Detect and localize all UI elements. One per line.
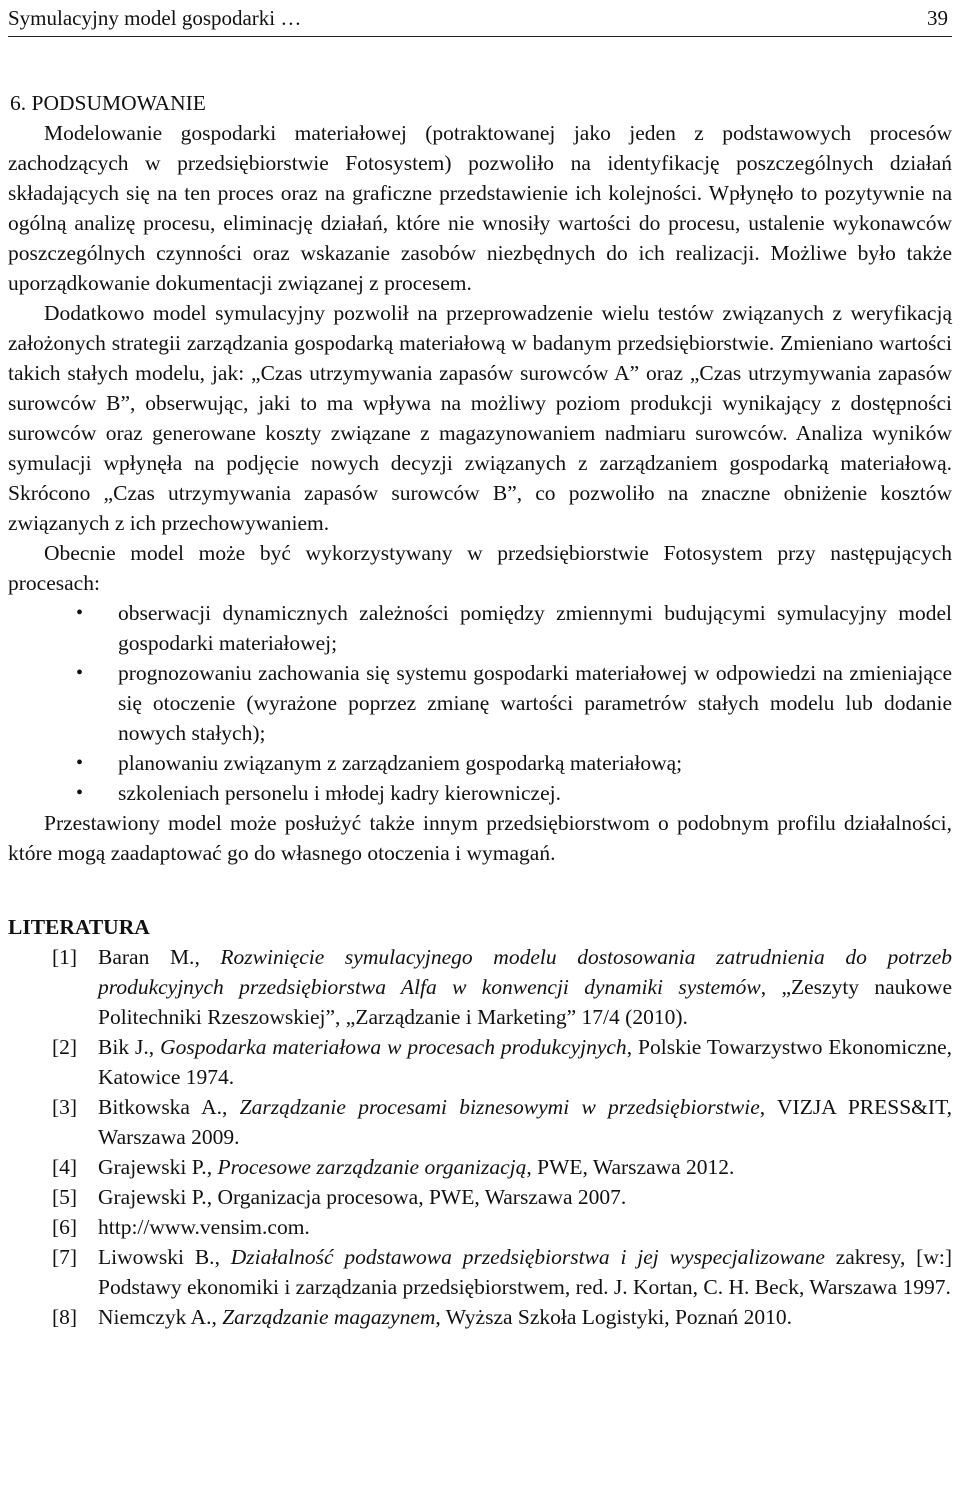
reference-details: zakresy, [w:] Podstawy ekonomiki i zarządzania przedsiębiorstwem, red. J. Kortan, C. H. Beck, Warszawa 1997. (98, 1245, 953, 1299)
reference-item (8, 1242, 952, 1302)
reference-title: Zarządzanie magazynem (222, 1305, 436, 1329)
reference-author: Niemczyk A. (98, 1305, 212, 1329)
bullet-text: szkoleniach personelu i młodej kadry kierowniczej. (118, 781, 561, 805)
bullet-text: obserwacji dynamicznych zależności pomiędzy zmiennymi budującymi symulacyjny model gospodarki materiałowej; (118, 601, 952, 655)
reference-number: [6] (52, 1215, 78, 1239)
reference-item (8, 1092, 952, 1152)
bullet-text: prognozowaniu zachowania się systemu gospodarki materiałowej w odpowiedzi na zmieniające się otoczenie (wyrażone poprzez zmianę wartości parametrów stałych modelu lub dodanie nowych stałych); (118, 661, 952, 745)
section-heading: 6. PODSUMOWANIE (10, 91, 206, 115)
reference-separator: , (206, 1185, 218, 1209)
bullet-text: planowaniu związanym z zarządzaniem gospodarką materiałową; (118, 751, 683, 775)
reference-separator: , (221, 1095, 240, 1119)
bullet-icon: • (76, 602, 84, 624)
reference-item (8, 1212, 952, 1242)
reference-author: Bitkowska A. (98, 1095, 222, 1119)
reference-details: , PWE, Warszawa 2012. (526, 1155, 735, 1179)
paragraph: Obecnie model może być wykorzystywany w przedsiębiorstwie Fotosystem przy następujących procesach: (8, 541, 952, 595)
reference-author: Baran M. (98, 945, 195, 969)
reference-item (8, 1152, 952, 1182)
bullet-icon: • (76, 662, 84, 684)
bullet-list (8, 598, 952, 808)
reference-author: http://www.vensim.com. (98, 1215, 310, 1239)
reference-details: , Polskie Towarzystwo Ekonomiczne, Katowice 1974. (98, 1035, 953, 1089)
reference-number: [7] (52, 1245, 78, 1269)
reference-author: Bik J. (98, 1035, 149, 1059)
bullet-item (8, 658, 952, 748)
reference-details: , Wyższa Szkoła Logistyki, Poznań 2010. (435, 1305, 793, 1329)
running-title: Symulacyjny model gospodarki … (8, 6, 302, 30)
reference-number: [1] (52, 945, 78, 969)
reference-details: Organizacja procesowa, PWE, Warszawa 2007. (217, 1185, 627, 1209)
literature-heading: LITERATURA (8, 915, 150, 939)
reference-list (8, 942, 952, 1332)
reference-separator: , (194, 945, 221, 969)
reference-number: [4] (52, 1155, 78, 1179)
reference-title: Rozwinięcie symulacyjnego modelu dostosowania zatrudnienia do potrzeb produkcyjnych przedsiębiorstwa Alfa w konwencji dynamiki systemów (98, 945, 952, 999)
reference-separator: , (214, 1245, 231, 1269)
reference-author: Liwowski B. (98, 1245, 215, 1269)
reference-author: Grajewski P. (98, 1185, 207, 1209)
reference-title: Działalność podstawowa przedsiębiorstwa i jej wyspecjalizowane (230, 1245, 825, 1269)
reference-separator: , (211, 1305, 223, 1329)
closing-paragraph: Przestawiony model może posłużyć także innym przedsiębiorstwom o podobnym profilu działalności, które mogą zaadaptować go do własnego otoczenia i wymagań. (8, 811, 952, 865)
reference-number: [2] (52, 1035, 78, 1059)
bullet-icon: • (76, 752, 84, 774)
reference-separator: , (206, 1155, 218, 1179)
bullet-item (8, 598, 952, 658)
paragraph: Modelowanie gospodarki materiałowej (potraktowanej jako jeden z podstawowych procesów zachodzących w przedsiębiorstwie Fotosystem) pozwoliło na identyfikację poszczególnych działań składających się na ten proces oraz na graficzne przedstawienie ich kolejności. Wpłynęło to pozytywnie na ogólną analizę procesu, eliminację działań, które nie wnosiły wartości do procesu, ustalenie wykonawców poszczególnych czynności oraz wskazanie zasobów niezbędnych do ich realizacji. Możliwe było także uporządkowanie dokumentacji związanej z procesem. (8, 121, 952, 295)
reference-item (8, 1302, 952, 1332)
reference-details: , VIZJA PRESS&IT, Warszawa 2009. (98, 1095, 952, 1149)
reference-author: Grajewski P. (98, 1155, 207, 1179)
reference-number: [5] (52, 1185, 78, 1209)
reference-separator: , (148, 1035, 161, 1059)
paragraph: Dodatkowo model symulacyjny pozwolił na przeprowadzenie wielu testów związanych z weryfikacją założonych strategii zarządzania gospodarką materiałową w badanym przedsiębiorstwie. Zmieniano wartości takich stałych modelu, jak: „Czas utrzymywania zapasów surowców A” oraz „Czas utrzymywania zapasów surowców B”, obserwując, jaki to ma wpływa na możliwy poziom produkcji wynikający z dostępności surowców oraz generowane koszty związane z magazynowaniem nadmiaru surowców. Analiza wyników symulacji wpłynęła na podjęcie nowych decyzji związanych z zarządzaniem gospodarką materiałową. Skrócono „Czas utrzymywania zapasów surowców B”, co pozwoliło na znaczne obniżenie kosztów związanych z ich przechowywaniem. (8, 301, 952, 535)
reference-number: [8] (52, 1305, 78, 1329)
reference-number: [3] (52, 1095, 78, 1119)
bullet-item (8, 748, 952, 778)
reference-item (8, 1032, 952, 1092)
reference-title: Procesowe zarządzanie organizacją (217, 1155, 527, 1179)
reference-title: Zarządzanie procesami biznesowymi w przedsiębiorstwie (239, 1095, 760, 1119)
bullet-item (8, 778, 952, 808)
page-number: 39 (927, 6, 948, 30)
reference-title: Gospodarka materiałowa w procesach produkcyjnych (160, 1035, 627, 1059)
reference-details: , „Zeszyty naukowe Politechniki Rzeszowskiej”, „Zarządzanie i Marketing” 17/4 (2010). (98, 975, 952, 1029)
reference-item (8, 942, 952, 1032)
bullet-icon: • (76, 782, 84, 804)
page-content (8, 88, 952, 1332)
running-header (8, 2, 952, 37)
reference-item (8, 1182, 952, 1212)
